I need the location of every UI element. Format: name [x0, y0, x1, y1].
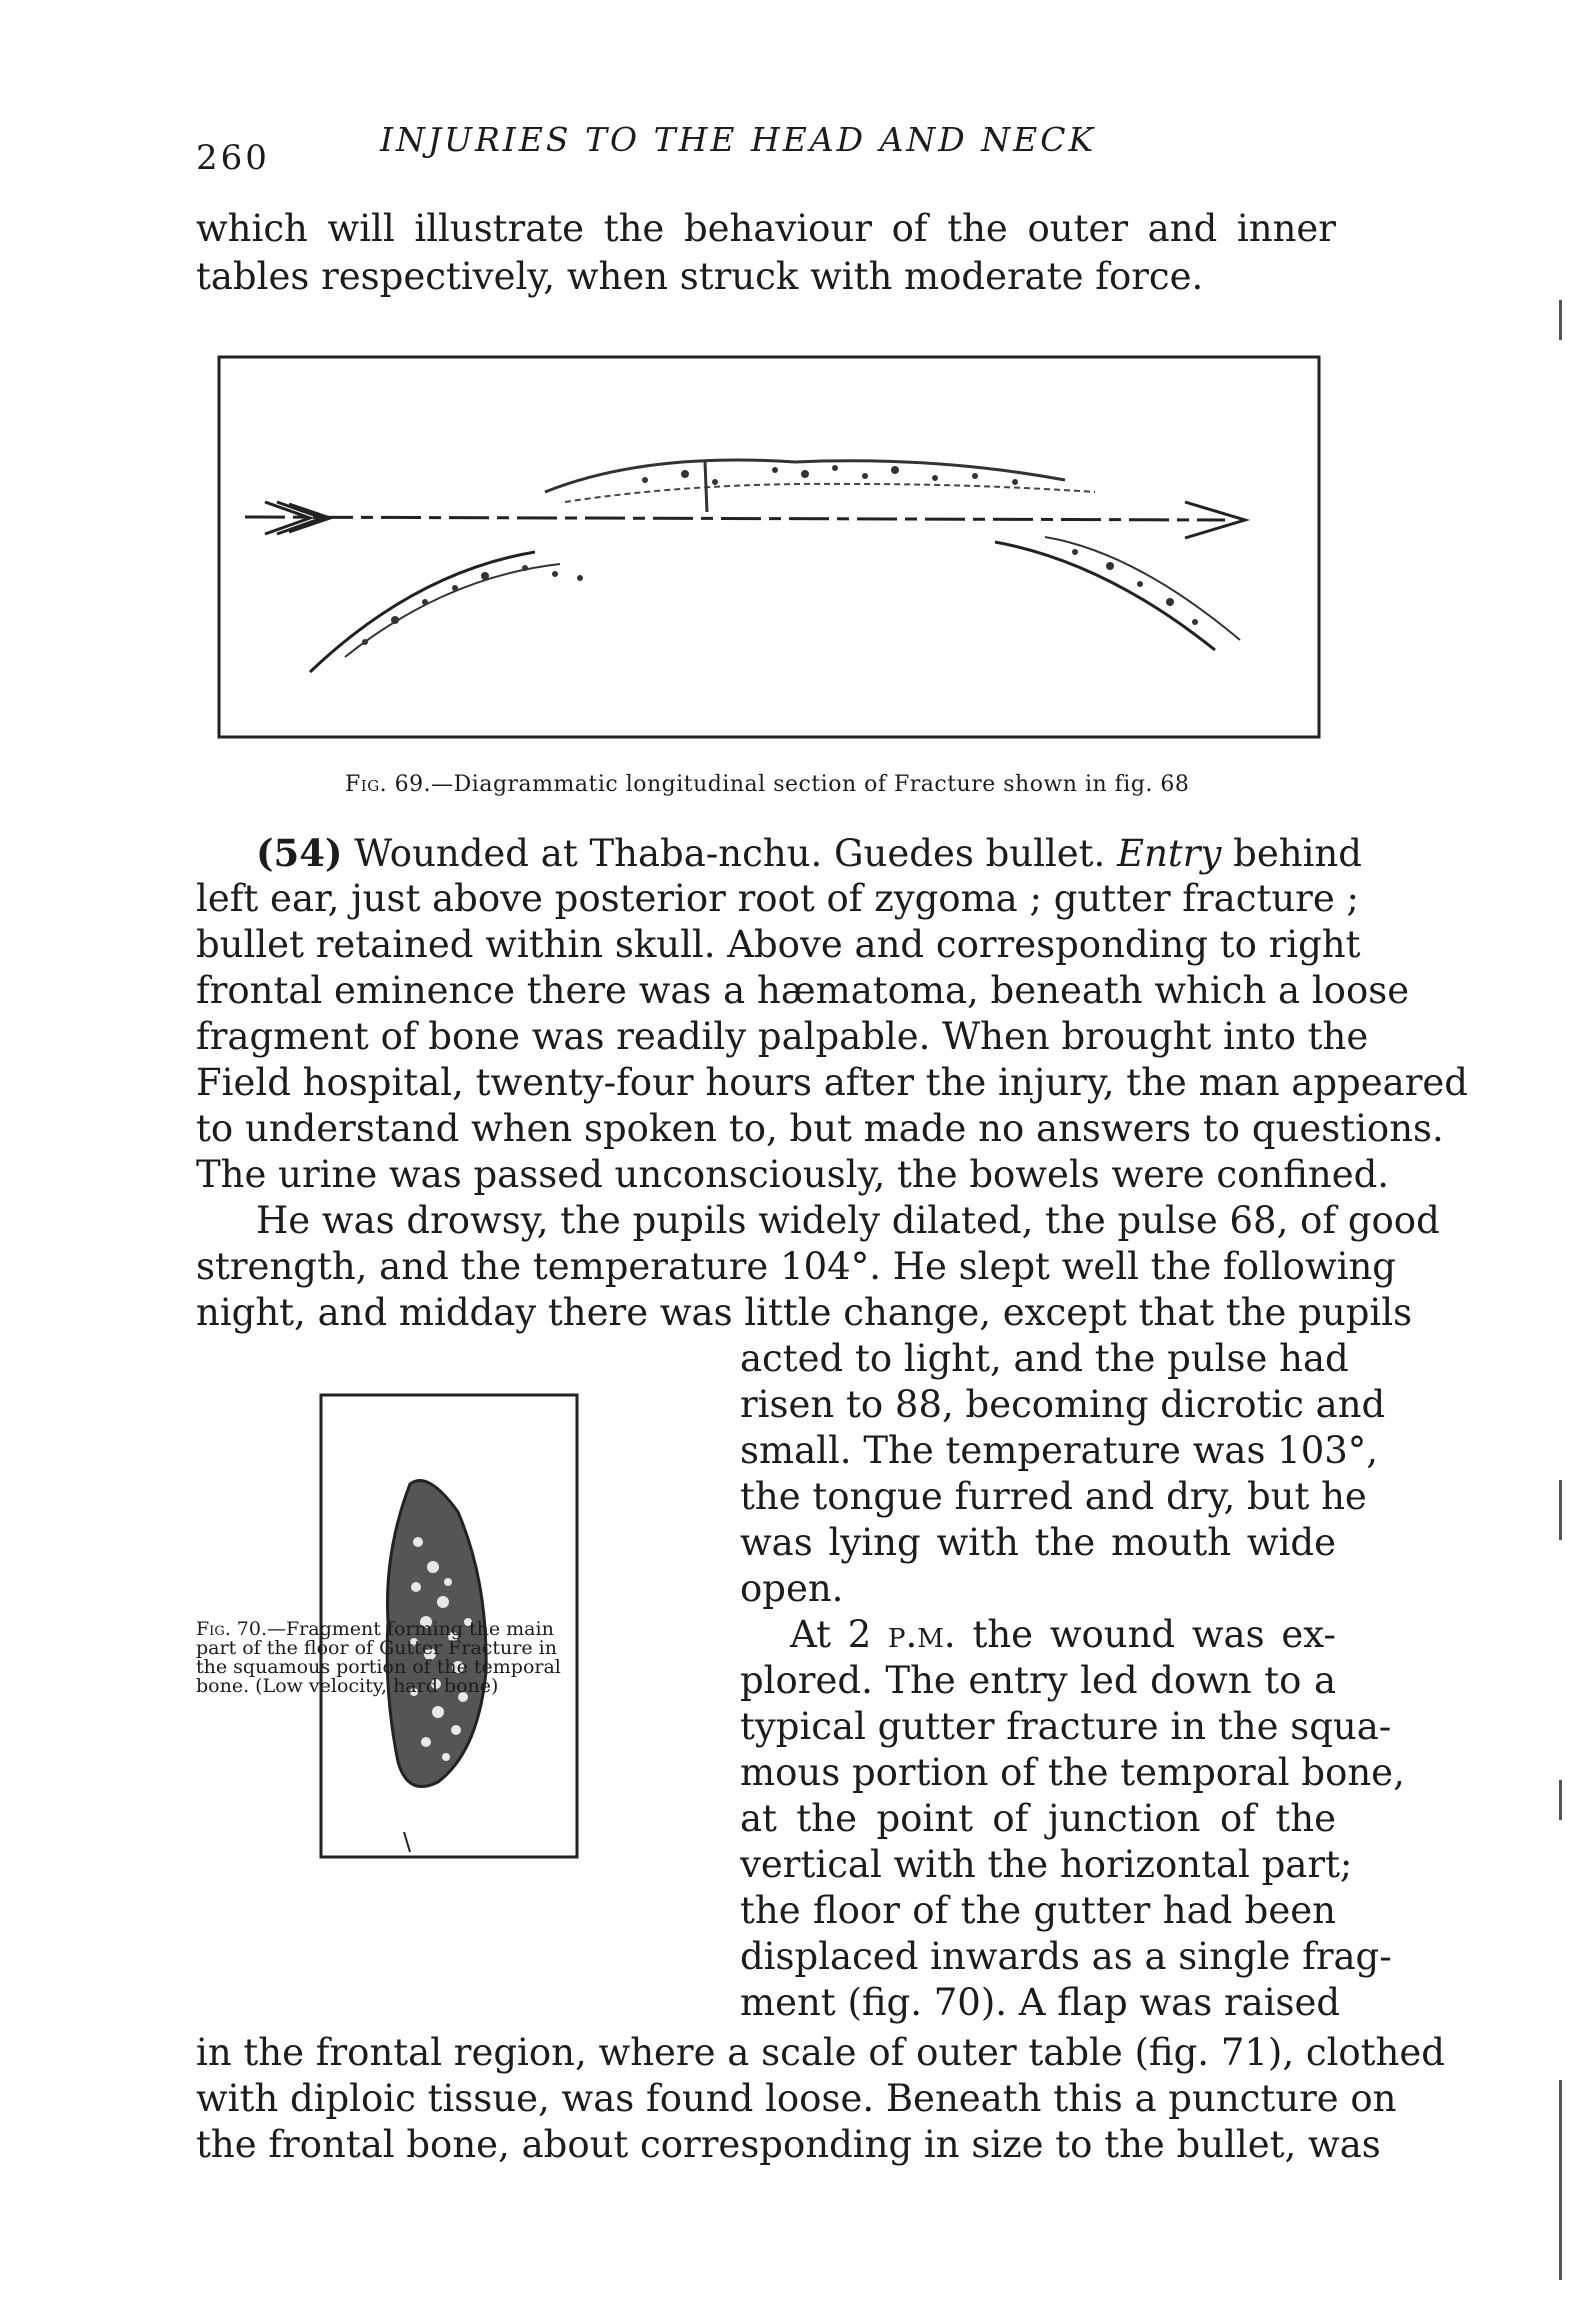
text-line: to understand when spoken to, but made no answers to questions. — [196, 1107, 1444, 1150]
scan-edge-mark — [1559, 1780, 1562, 1820]
column-line: risen to 88, becoming dicrotic and — [740, 1383, 1386, 1426]
column-line: displaced inwards as a single frag- — [740, 1935, 1392, 1978]
text-line: strength, and the temperature 104°. He slept well the following — [196, 1245, 1396, 1288]
column-line: typical gutter fracture in the squa- — [740, 1705, 1392, 1748]
text-line: fragment of bone was readily palpable. When brought into the — [196, 1015, 1369, 1058]
figure-69-label: Fig. 69. — [345, 772, 432, 797]
column-line: at the point of junction of the — [740, 1797, 1336, 1840]
text-line: with diploic tissue, was found loose. Beneath this a puncture on — [196, 2077, 1397, 2120]
case-number: (54) — [256, 831, 343, 875]
column-line: small. The temperature was 103°, — [740, 1429, 1379, 1472]
column-line: mous portion of the temporal bone, — [740, 1751, 1405, 1794]
column-line: was lying with the mouth wide — [740, 1521, 1336, 1564]
scan-edge-mark — [1559, 300, 1562, 340]
column-line: the floor of the gutter had been — [740, 1889, 1336, 1932]
case-54-first-line — [256, 830, 1362, 877]
intro-line-2: tables respectively, when struck with moderate force. — [196, 255, 1204, 298]
running-head: INJURIES TO THE HEAD AND NECK — [380, 120, 1097, 159]
column-line: acted to light, and the pulse had — [740, 1337, 1349, 1380]
column-line: ment (fig. 70). A flap was raised — [740, 1981, 1341, 2024]
text-line: frontal eminence there was a hæmatoma, beneath which a loose — [196, 969, 1410, 1012]
figure-70-label: Fig. 70. — [196, 1618, 267, 1640]
text-line: The urine was passed unconsciously, the bowels were confined. — [196, 1153, 1390, 1196]
column-line: plored. The entry led down to a — [740, 1659, 1336, 1702]
text-line: in the frontal region, where a scale of outer table (fig. 71), clothed — [196, 2031, 1445, 2074]
figure-70-caption — [196, 1620, 696, 1696]
text-line: the frontal bone, about corresponding in size to the bullet, was — [196, 2123, 1381, 2166]
text-line: bullet retained within skull. Above and corresponding to right — [196, 923, 1361, 966]
figure-70-caption-line: bone. (Low velocity, hard bone) — [196, 1675, 499, 1697]
figure-69-caption-text: —Diagrammatic longitudinal section of Fracture shown in fig. 68 — [431, 772, 1190, 797]
column-line: open. — [740, 1567, 844, 1610]
figure-70-caption-line: —Fragment forming the main — [267, 1618, 554, 1640]
entry-word: Entry — [1117, 832, 1222, 875]
intro-line-1: which will illustrate the behaviour of the outer and inner — [196, 207, 1336, 250]
figure-70-caption-line: the squamous portion of the temporal — [196, 1656, 561, 1678]
pm-line-end: the wound was ex- — [955, 1613, 1336, 1656]
case-54-text: Wounded at Thaba-nchu. Guedes bullet. — [342, 832, 1118, 875]
column-line: vertical with the horizontal part; — [740, 1843, 1353, 1886]
text-line: He was drowsy, the pupils widely dilated, the pulse 68, of good — [256, 1199, 1440, 1242]
scan-edge-mark — [1559, 2080, 1562, 2280]
page-number: 260 — [196, 138, 270, 178]
figure-69-diagram — [215, 352, 1325, 742]
column-line: the tongue furred and dry, but he — [740, 1475, 1367, 1518]
case-54-text-end: behind — [1221, 832, 1362, 875]
scan-edge-mark — [1559, 1480, 1562, 1540]
figure-69-caption — [345, 772, 1189, 797]
text-line: Field hospital, twenty-four hours after the injury, the man appeared — [196, 1061, 1468, 1104]
text-line: night, and midday there was little change, except that the pupils — [196, 1291, 1413, 1334]
figure-70-caption-line: part of the floor of Gutter Fracture in — [196, 1637, 557, 1659]
pm-abbrev: p.m. — [888, 1613, 956, 1656]
column-line-pm — [790, 1612, 1336, 1658]
pm-line-start: At 2 — [790, 1613, 889, 1656]
text-line: left ear, just above posterior root of zygoma ; gutter fracture ; — [196, 877, 1359, 920]
